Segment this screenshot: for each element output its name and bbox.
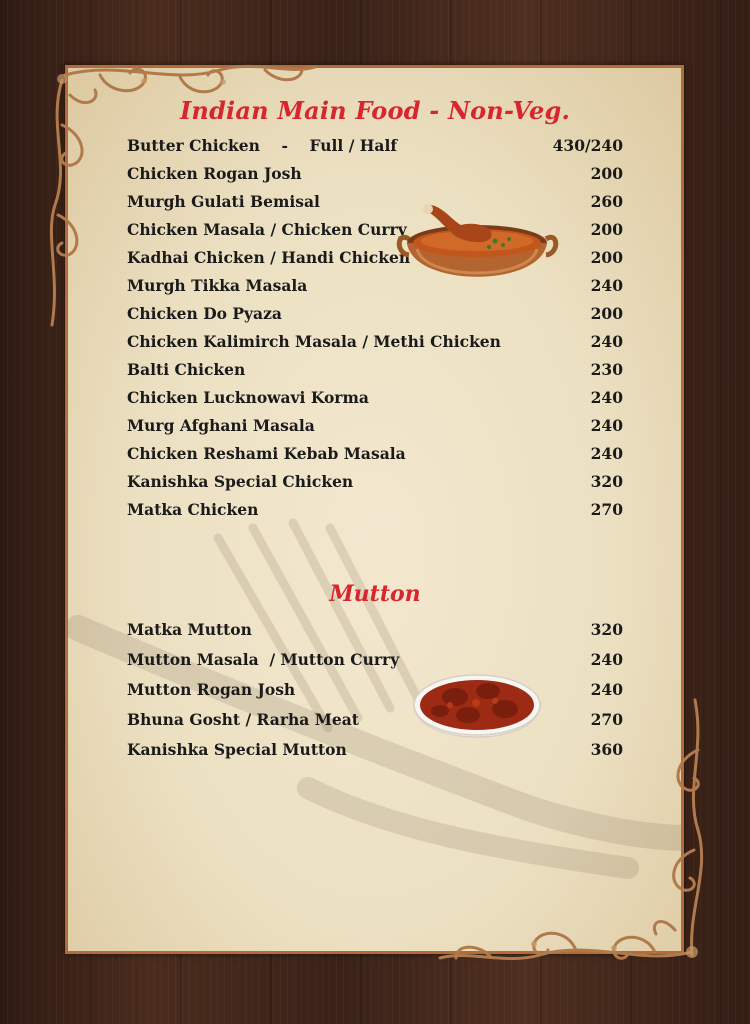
item-name: Balti Chicken [127, 359, 246, 379]
item-price: 200 [590, 163, 623, 183]
item-price: 240 [590, 275, 623, 295]
list-item [127, 468, 623, 494]
item-name: Murgh Gulati Bemisal [127, 191, 320, 211]
list-item [127, 736, 623, 762]
item-name: Matka Chicken [127, 499, 259, 519]
item-name: Kadhai Chicken / Handi Chicken [127, 247, 411, 267]
item-price: 240 [590, 415, 623, 435]
section-title-mutton: Mutton [329, 581, 421, 607]
item-name: Chicken Masala / Chicken Curry [127, 219, 407, 239]
chicken-curry-dish-image [395, 203, 560, 303]
item-price: 230 [590, 359, 623, 379]
list-item [127, 440, 623, 466]
item-name: Chicken Rogan Josh [127, 163, 302, 183]
item-price: 240 [590, 649, 623, 669]
item-price: 270 [590, 499, 623, 519]
item-name: Murg Afghani Masala [127, 415, 315, 435]
item-price: 320 [590, 619, 623, 639]
list-item [127, 132, 623, 158]
item-name: Mutton Rogan Josh [127, 679, 296, 699]
item-name: Kanishka Special Chicken [127, 471, 354, 491]
list-item [127, 412, 623, 438]
item-name: Chicken Lucknowavi Korma [127, 387, 369, 407]
item-price: 240 [590, 443, 623, 463]
list-item [127, 160, 623, 186]
item-price: 240 [590, 331, 623, 351]
item-name: Matka Mutton [127, 619, 252, 639]
list-item [127, 328, 623, 354]
item-price: 240 [590, 679, 623, 699]
list-item [127, 676, 623, 702]
list-item [127, 300, 623, 326]
item-name: Murgh Tikka Masala [127, 275, 308, 295]
item-price: 200 [590, 303, 623, 323]
item-price: 320 [590, 471, 623, 491]
item-price: 200 [590, 247, 623, 267]
item-name: Mutton Masala / Mutton Curry [127, 649, 400, 669]
list-item [127, 646, 623, 672]
item-price: 200 [590, 219, 623, 239]
list-item [127, 496, 623, 522]
item-price: 240 [590, 387, 623, 407]
mutton-curry-dish-image [410, 665, 545, 757]
item-name: Chicken Do Pyaza [127, 303, 282, 323]
list-item [127, 384, 623, 410]
item-name: Chicken Kalimirch Masala / Methi Chicken [127, 331, 501, 351]
item-name: Kanishka Special Mutton [127, 739, 347, 759]
item-price: 430/240 [552, 135, 623, 155]
list-item [127, 706, 623, 732]
item-price: 360 [590, 739, 623, 759]
item-price: 270 [590, 709, 623, 729]
list-item [127, 616, 623, 642]
item-price: 260 [590, 191, 623, 211]
item-name: Chicken Reshami Kebab Masala [127, 443, 406, 463]
item-name: Butter Chicken - Full / Half [127, 135, 397, 155]
item-name: Bhuna Gosht / Rarha Meat [127, 709, 359, 729]
section-title-non-veg: Indian Main Food - Non-Veg. [180, 96, 570, 125]
list-item [127, 356, 623, 382]
